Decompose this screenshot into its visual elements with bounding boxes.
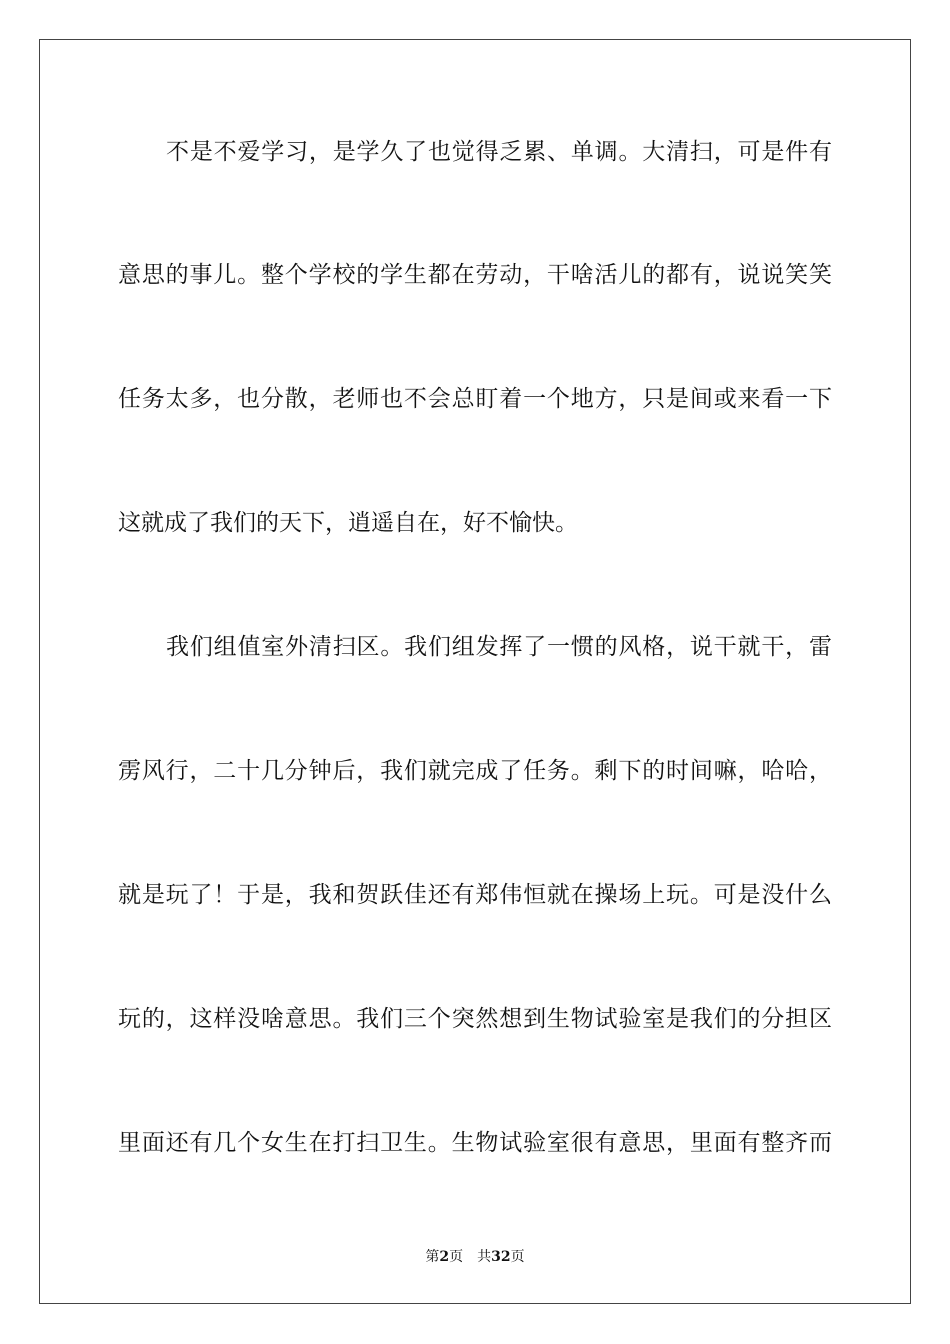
paragraph-line-9: 里面还有几个女生在打扫卫生。生物试验室很有意思，里面有整齐而 — [118, 1130, 832, 1156]
paragraph-line-4: 这就成了我们的天下，逍遥自在，好不愉快。 — [118, 510, 578, 536]
page-border — [39, 39, 911, 1304]
paragraph-line-5: 我们组值室外清扫区。我们组发挥了一惯的风格，说干就干，雷 — [166, 634, 832, 660]
total-page-count: 32 — [491, 1249, 511, 1265]
paragraph-line-2: 意思的事儿。整个学校的学生都在劳动，干啥活儿的都有，说说笑笑 — [118, 262, 832, 288]
paragraph-line-3: 任务太多，也分散，老师也不会总盯着一个地方，只是间或来看一下 — [118, 386, 832, 412]
paragraph-line-1: 不是不爱学习，是学久了也觉得乏累、单调。大清扫，可是件有 — [166, 139, 832, 165]
total-suffix: 页 — [510, 1249, 525, 1265]
paragraph-line-8: 玩的，这样没啥意思。我们三个突然想到生物试验室是我们的分担区 — [118, 1006, 832, 1032]
page-suffix: 页 — [449, 1249, 464, 1265]
total-prefix: 共 — [477, 1249, 492, 1265]
paragraph-line-6: 雳风行，二十几分钟后，我们就完成了任务。剩下的时间嘛，哈哈， — [118, 758, 832, 784]
current-page-number: 2 — [439, 1249, 450, 1265]
page-footer — [0, 1248, 950, 1266]
page-prefix: 第 — [425, 1249, 440, 1265]
paragraph-line-7: 就是玩了！于是，我和贺跃佳还有郑伟恒就在操场上玩。可是没什么 — [118, 882, 832, 908]
